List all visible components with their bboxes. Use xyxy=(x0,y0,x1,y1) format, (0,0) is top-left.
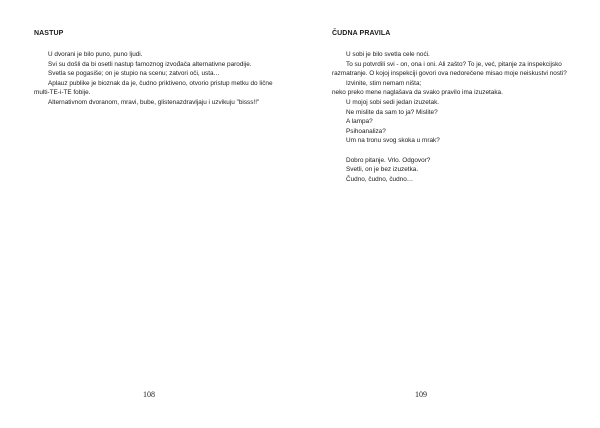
right-page-number: 109 xyxy=(415,390,427,399)
right-paragraph: Ne mislite da sam to ja? Mislite? xyxy=(346,108,438,116)
right-paragraph: Čudno, čudno, čudno… xyxy=(346,175,414,183)
right-paragraph: neko preko mene naglašava da svako pravilo ima izuzetaka. xyxy=(332,89,503,97)
left-paragraph: Svetla se pogasiše; on je stupio na scenu; zatvori oči, usta… xyxy=(48,70,220,78)
right-paragraph: Dobro pitanje. Vrlo. Odgovor? xyxy=(346,156,431,164)
right-paragraph: To su potvrdili svi - on, ona i oni. Ali zašto? To je, već, pitanje za inspekcijsko razmatranje. O kojoj inspekciji govori ova nedorečene misao moje neiskustvi nosti? xyxy=(332,60,567,78)
right-paragraph: Um na tronu svog skoka u mrak? xyxy=(346,137,440,145)
right-paragraph: A lampa? xyxy=(346,118,373,126)
right-page xyxy=(300,0,600,428)
left-page-title: NASTUP xyxy=(34,30,64,37)
left-paragraph: Alternativnom dvoranom, mravi, bube, glistenazdravljaju i uzvikuju "bisss!!" xyxy=(48,98,260,106)
right-paragraph: Psihoanaliza? xyxy=(346,127,386,135)
left-page-number: 108 xyxy=(143,390,155,399)
right-page-content xyxy=(332,30,582,184)
left-paragraph: Svi su došli da bi osetli nastup famoznog izvođača alternativne parodije. xyxy=(48,60,252,68)
left-paragraph: Aplauz publike je bioznak da je, čudno priktiveno, otvorio pristup metku do lične multi-TE-i-TE fobije. xyxy=(34,79,273,97)
left-page-content xyxy=(34,30,274,108)
right-paragraph: Svetli, on je bez izuzetka. xyxy=(346,166,419,174)
right-paragraph: U sobi je bilo svetla cele noći. xyxy=(346,51,430,58)
right-paragraph: Izvinite, stim nemam ništa; xyxy=(346,79,422,87)
right-page-title: ČUDNA PRAVILA xyxy=(332,30,391,37)
left-paragraph: U dvorani je bilo puno, puno ljudi. xyxy=(48,51,143,58)
right-paragraph: U mojoj sobi sedi jedan izuzetak. xyxy=(346,98,440,106)
